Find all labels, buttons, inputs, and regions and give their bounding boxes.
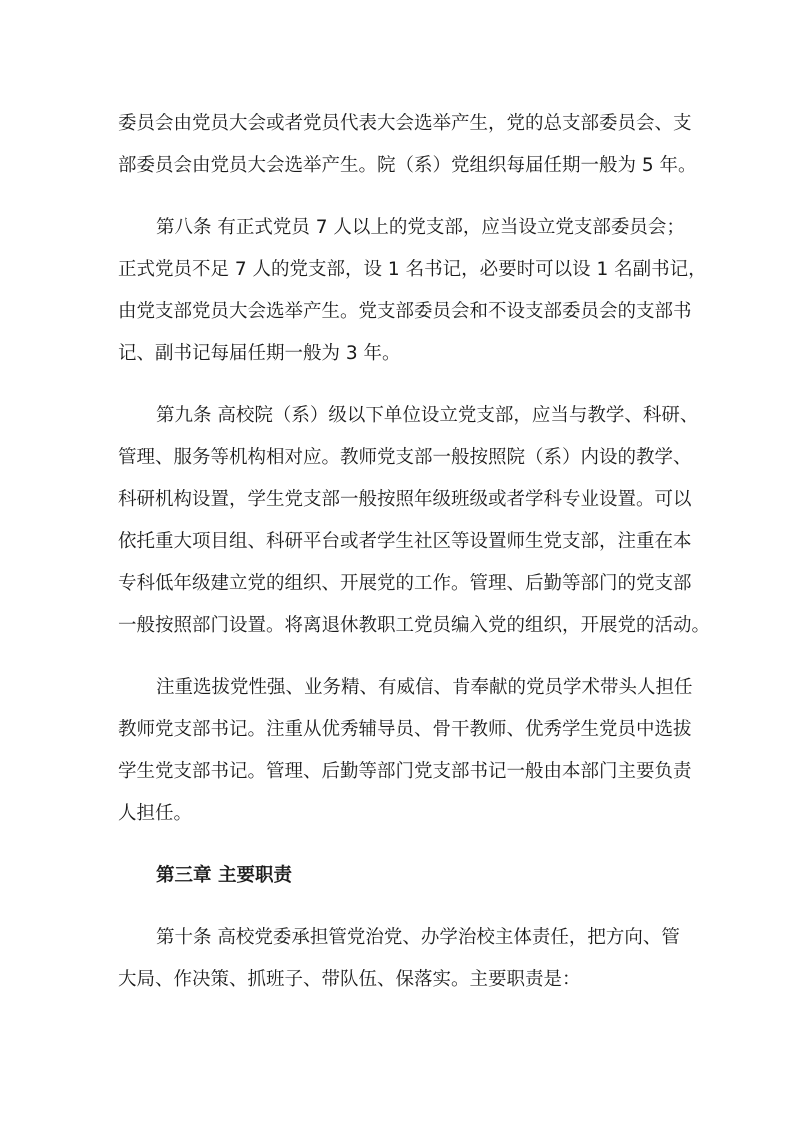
text-line: 依托重大项目组、科研平台或者学生社区等设置师生党支部，注重在本 — [118, 531, 692, 552]
text-line: 教师党支部书记。注重从优秀辅导员、骨干教师、优秀学生党员中选拔 — [118, 719, 692, 740]
article-8-heading-line: 第八条 有正式党员 7 人以上的党支部，应当设立党支部委员会； — [156, 217, 685, 238]
article-9-heading-line: 第九条 高校院（系）级以下单位设立党支部，应当与教学、科研、 — [156, 405, 699, 426]
text-line: 大局、作决策、抓班子、带队伍、保落实。主要职责是： — [118, 969, 581, 990]
text-line: 人担任。 — [118, 803, 193, 824]
text-line: 科研机构设置，学生党支部一般按照年级班级或者学科专业设置。可以 — [118, 489, 692, 510]
text-line: 正式党员不足 7 人的党支部，设 1 名书记，必要时可以设 1 名副书记， — [118, 259, 707, 280]
article-10-heading-line: 第十条 高校党委承担管党治党、办学治校主体责任，把方向、管 — [156, 927, 680, 948]
text-line: 由党支部党员大会选举产生。党支部委员会和不设支部委员会的支部书 — [118, 301, 692, 322]
text-line: 一般按照部门设置。将离退休教职工党员编入党的组织，开展党的活动。 — [118, 615, 711, 636]
chapter-heading: 第三章 主要职责 — [156, 865, 292, 886]
text-line: 注重选拔党性强、业务精、有威信、肯奉献的党员学术带头人担任 — [156, 677, 693, 698]
text-line: 部委员会由党员大会选举产生。院（系）党组织每届任期一般为 5 年。 — [118, 155, 697, 176]
text-line: 学生党支部书记。管理、后勤等部门党支部书记一般由本部门主要负责 — [118, 761, 692, 782]
text-line: 专科低年级建立党的组织、开展党的工作。管理、后勤等部门的党支部 — [118, 573, 692, 594]
text-line: 记、副书记每届任期一般为 3 年。 — [118, 343, 401, 364]
text-line: 委员会由党员大会或者党员代表大会选举产生，党的总支部委员会、支 — [118, 113, 692, 134]
text-line: 管理、服务等机构相对应。教师党支部一般按照院（系）内设的教学、 — [118, 447, 692, 468]
